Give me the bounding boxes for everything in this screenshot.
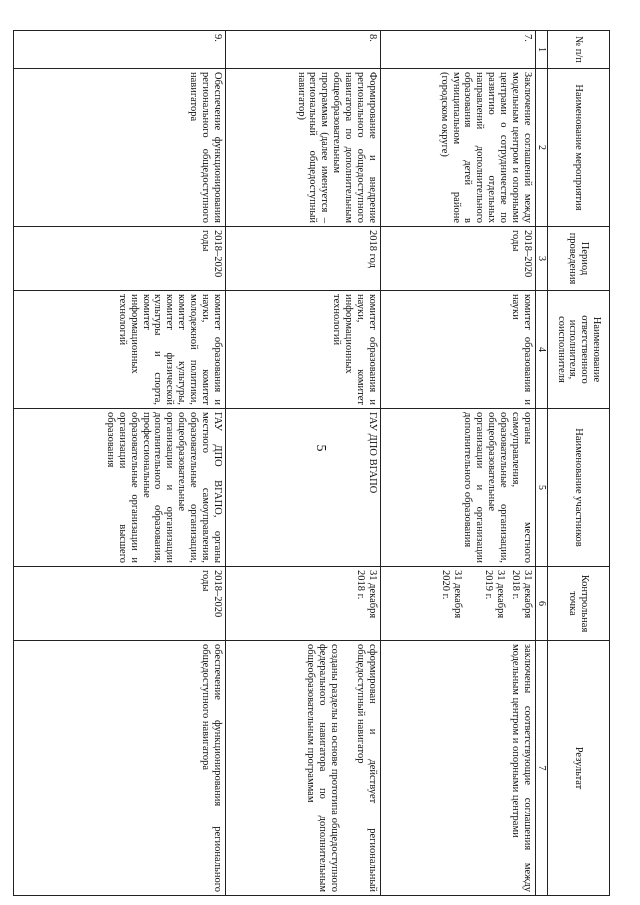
header-result: Результат: [548, 641, 610, 896]
rotated-table-wrapper: [65, 30, 610, 895]
row-number: 8.: [225, 31, 380, 69]
page-number: 5: [313, 444, 328, 452]
header-participants: Наименование участников: [548, 409, 610, 567]
result-cell: [13, 641, 225, 896]
executor-cell: комитет образования и науки, комитет информационных технологий: [225, 291, 380, 409]
table-row: [380, 31, 535, 896]
column-number: 7: [535, 641, 547, 896]
column-number: 5: [535, 409, 547, 567]
column-number: 3: [535, 227, 547, 291]
activities-table: [13, 30, 610, 896]
checkpoint-date: 31 декабря 2019 г.: [483, 570, 506, 619]
period-cell: 2018–2020 годы: [13, 227, 225, 291]
event-cell: Обеспечение функционирования регионального общедоступного навигатора: [13, 69, 225, 227]
checkpoint-cell: [380, 567, 535, 641]
row-number: 9.: [13, 31, 225, 69]
header-executor: Наименование ответственного исполнителя, соисполнителя: [548, 291, 610, 409]
column-number: 6: [535, 567, 547, 641]
result-text: созданы разделы на основе прототипа общедоступного федерального навигатора по дополнительным общеобразовательным программам: [305, 644, 340, 892]
result-text: сформирован и действует региональный общедоступный навигатор: [354, 644, 378, 892]
column-number-row: [535, 31, 547, 896]
result-text: обеспечение функционирования регионального общедоступного навигатора: [199, 644, 223, 892]
checkpoint-date: 31 декабря 2020 г.: [440, 570, 464, 619]
checkpoint-date: 31 декабря 2018 г.: [354, 570, 378, 619]
header-num: № п/п: [548, 31, 610, 69]
checkpoint-date: 2018–2020 годы: [199, 570, 223, 618]
table-row: [13, 31, 225, 896]
header-row: [548, 31, 610, 896]
executor-cell: комитет образования и науки, комитет молодежной политики, комитет культуры, комитет физической культуры и спорта, комитет информационных технологий: [13, 291, 225, 409]
checkpoint-cell: [13, 567, 225, 641]
row-number: 7.: [380, 31, 535, 69]
header-period: Период проведения: [548, 227, 610, 291]
executor-cell: комитет образования и науки: [380, 291, 535, 409]
checkpoint-cell: [225, 567, 380, 641]
result-text: заключены соответствующие соглашения между модельным центром и опорными центрами: [509, 644, 533, 892]
result-cell: [225, 641, 380, 896]
header-checkpoint: Контрольная точка: [548, 567, 610, 641]
table-row: [225, 31, 380, 896]
column-number: 1: [535, 31, 547, 69]
participants-cell: ГАУ ДПО ВГАПО, органы местного самоуправления, образовательные организации, общеобразовательные организации и организации дополнительного образования, профессиональные образовательные организации и организации высшего образования: [13, 409, 225, 567]
event-cell: Заключение соглашений между модельным центром и опорными центрами о сотрудничестве по развитию отдельных направлений дополнительного образования детей в муниципальном районе (городском округе): [380, 69, 535, 227]
column-number: 2: [535, 69, 547, 227]
checkpoint-date: 31 декабря 2018 г.: [509, 570, 533, 619]
participants-cell: ГАУ ДПО ВГАПО: [225, 409, 380, 567]
period-cell: 2018 год: [225, 227, 380, 291]
header-event: Наименование мероприятия: [548, 69, 610, 227]
participants-cell: органы местного самоуправления, образовательные организации, общеобразовательные организации и организации дополнительного образования: [380, 409, 535, 567]
event-cell: Формирование и внедрение регионального общедоступного навигатора по дополнительным общеобразовательным программам (далее именуется – региональный общедоступный навигатор): [225, 69, 380, 227]
result-cell: [380, 641, 535, 896]
period-cell: 2018–2020 годы: [380, 227, 535, 291]
column-number: 4: [535, 291, 547, 409]
